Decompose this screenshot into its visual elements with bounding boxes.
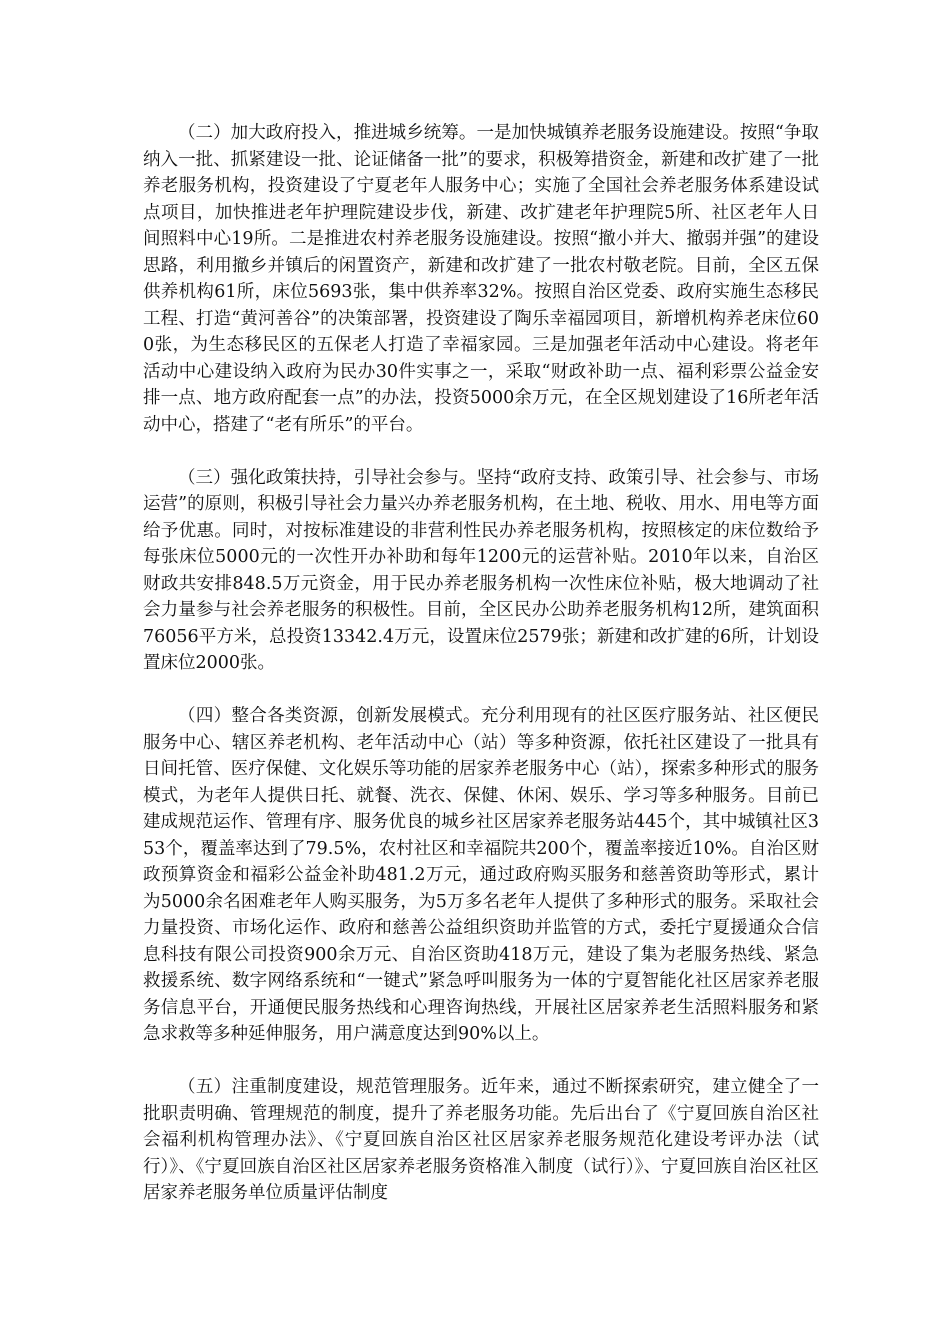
paragraph-section-4: （四）整合各类资源，创新发展模式。充分利用现有的社区医疗服务站、社区便民服务中心、辖区养老机构、老年活动中心（站）等多种资源，依托社区建设了一批具有日间托管、医疗保健、文化娱乐等功能的居家养老服务中心（站），探索多种形式的服务模式，为老年人提供日托、就餐、洗衣、保健、休闲、娱乐、学习等多种服务。目前已建成规范运作、管理有序、服务优良的城乡社区居家养老服务站445个，其中城镇社区353个，覆盖率达到了79.5%，农村社区和幸福院共200个，覆盖率接近10%。自治区财政预算资金和福彩公益金补助481.2万元，通过政府购买服务和慈善资助等形式，累计为5000余名困难老年人购买服务，为5万多名老年人提供了多种形式的服务。采取社会力量投资、市场化运作、政府和慈善公益组织资助并监管的方式，委托宁夏援通众合信息科技有限公司投资900余万元、自治区资助418万元，建设了集为老服务热线、紧急救援系统、数字网络系统和“一键式”紧急呼叫服务为一体的宁夏智能化社区居家养老服务信息平台，开通便民服务热线和心理咨询热线，开展社区居家养老生活照料服务和紧急求救等多种延伸服务，用户满意度达到90%以上。	[143, 706, 819, 1044]
paragraph-section-5: （五）注重制度建设，规范管理服务。近年来，通过不断探索研究，建立健全了一批职责明确、管理规范的制度，提升了养老服务功能。先后出台了《宁夏回族自治区社会福利机构管理办法》、《宁夏回族自治区社区居家养老服务规范化建设考评办法（试行）》、《宁夏回族自治区社区居家养老服务资格准入制度（试行）》、宁夏回族自治区社区居家养老服务单位质量评估制度	[143, 1077, 819, 1203]
document-body	[143, 120, 819, 1233]
paragraph-section-3: （三）强化政策扶持，引导社会参与。坚持“政府支持、政策引导、社会参与、市场运营”的原则，积极引导社会力量兴办养老服务机构，在土地、税收、用水、用电等方面给予优惠。同时，对按标准建设的非营利性民办养老服务机构，按照核定的床位数给予每张床位5000元的一次性开办补助和每年1200元的运营补贴。2010年以来，自治区财政共安排848.5万元资金，用于民办养老服务机构一次性床位补贴，极大地调动了社会力量参与社会养老服务的积极性。目前，全区民办公助养老服务机构12所，建筑面积76056平方米，总投资13342.4万元，设置床位2579张；新建和改扩建的6所，计划设置床位2000张。	[143, 467, 819, 673]
paragraph-section-2: （二）加大政府投入，推进城乡统筹。一是加快城镇养老服务设施建设。按照“争取纳入一批、抓紧建设一批、论证储备一批”的要求，积极筹措资金，新建和改扩建了一批养老服务机构，投资建设了宁夏老年人服务中心；实施了全国社会养老服务体系建设试点项目，加快推进老年护理院建设步伐，新建、改扩建老年护理院5所、社区老年人日间照料中心19所。二是推进农村养老服务设施建设。按照“撤小并大、撤弱并强”的建设思路，利用撤乡并镇后的闲置资产，新建和改扩建了一批农村敬老院。目前，全区五保供养机构61所，床位5693张，集中供养率32%。按照自治区党委、政府实施生态移民工程、打造“黄河善谷”的决策部署，投资建设了陶乐幸福园项目，新增机构养老床位600张，为生态移民区的五保老人打造了幸福家园。三是加强老年活动中心建设。将老年活动中心建设纳入政府为民办30件实事之一，采取“财政补助一点、福利彩票公益金安排一点、地方政府配套一点”的办法，投资5000余万元，在全区规划建设了16所老年活动中心，搭建了“老有所乐”的平台。	[143, 123, 819, 435]
